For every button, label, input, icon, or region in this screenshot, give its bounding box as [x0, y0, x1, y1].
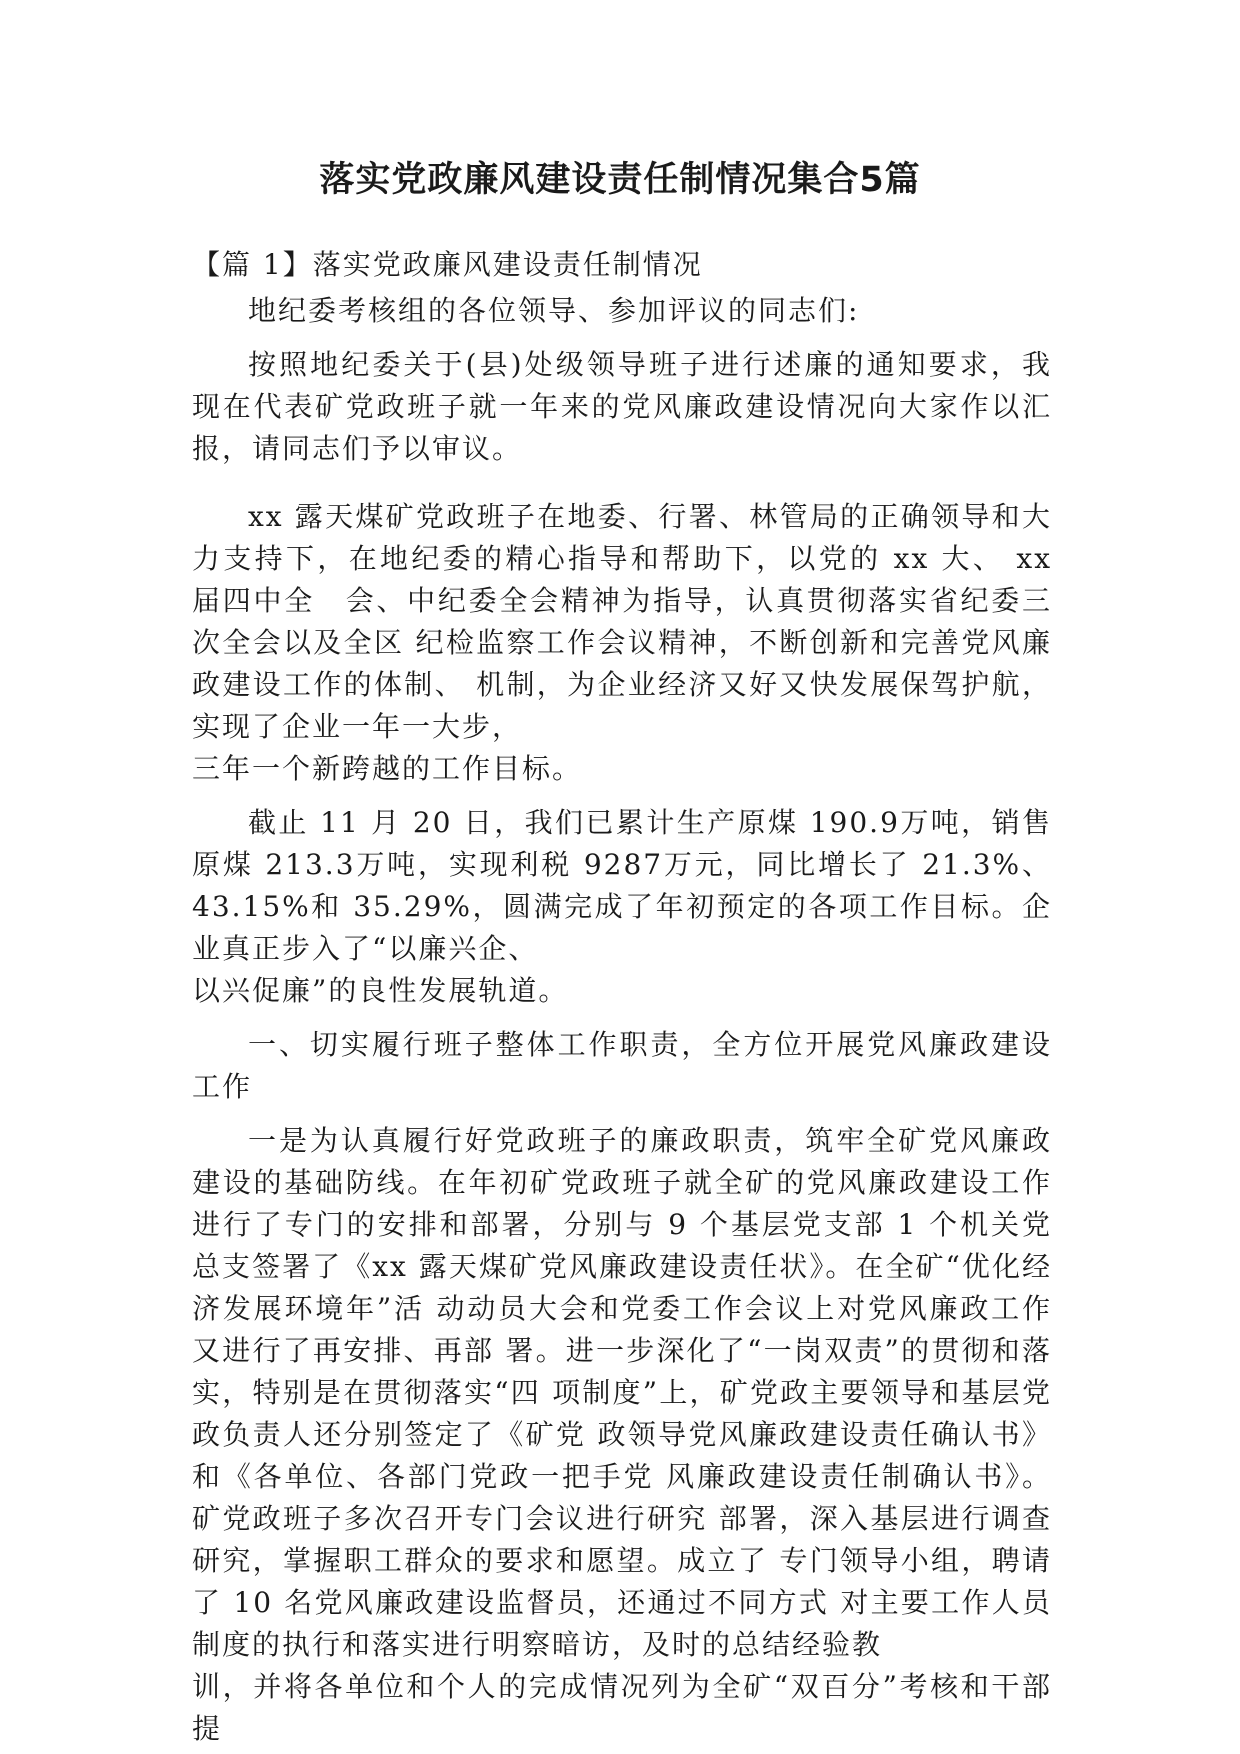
paragraph: 截止 11 月 20 日，我们已累计生产原煤 190.9万吨，销售原煤 213.3万吨，实现利税 9287万元，同比增长了 21.3%、43.15%和 35.29%，圆满完成了年初预定的各项工作目标。企业真正步入了“以廉兴企、 [192, 806, 1052, 965]
paragraph-continuation: 训，并将各单位和个人的完成情况列为全矿“双百分”考核和干部提 [192, 1670, 1052, 1745]
salutation: 地纪委考核组的各位领导、参加评议的同志们: [248, 294, 860, 327]
section-heading: 【篇 1】落实党政廉风建设责任制情况 [192, 248, 703, 281]
subsection-heading: 一、切实履行班子整体工作职责，全方位开展党风廉政建设工作 [192, 1028, 1052, 1103]
document-body [192, 244, 1052, 1750]
paragraph-continuation: 以兴促廉”的良性发展轨道。 [192, 974, 569, 1007]
paragraph: xx 露天煤矿党政班子在地委、行署、林管局的正确领导和大力支持下，在地纪委的精心指导和帮助下，以党的 xx 大、 xx 届四中全 会、中纪委全会精神为指导，认真贯彻落实省纪委三次全会以及全区 纪检监察工作会议精神，不断创新和完善党风廉政建设工作的体制、 机制，为企业经济又好又快发展保驾护航，实现了企业一年一大步， [192, 500, 1052, 743]
paragraph-continuation: 三年一个新跨越的工作目标。 [192, 752, 583, 785]
document-title: 落实党政廉风建设责任制情况集合5篇 [319, 160, 921, 200]
paragraph: 按照地纪委关于(县)处级领导班子进行述廉的通知要求，我现在代表矿党政班子就一年来的党风廉政建设情况向大家作以汇报，请同志们予以审议。 [192, 348, 1052, 465]
paragraph: 一是为认真履行好党政班子的廉政职责，筑牢全矿党风廉政建设的基础防线。在年初矿党政班子就全矿的党风廉政建设工作进行了专门的安排和部署，分别与 9 个基层党支部 1 个机关党总支签署了《xx 露天煤矿党风廉政建设责任状》。在全矿“优化经济发展环境年”活 动动员大会和党委工作会议上对党风廉政工作又进行了再安排、再部 署。进一步深化了“一岗双责”的贯彻和落实，特别是在贯彻落实“四 项制度”上，矿党政主要领导和基层党政负责人还分别签定了《矿党 政领导党风廉政建设责任确认书》和《各单位、各部门党政一把手党 风廉政建设责任制确认书》。矿党政班子多次召开专门会议进行研究 部署，深入基层进行调查研究，掌握职工群众的要求和愿望。成立了 专门领导小组，聘请了 10 名党风廉政建设监督员，还通过不同方式 对主要工作人员制度的执行和落实进行明察暗访，及时的总结经验教 [192, 1124, 1052, 1661]
